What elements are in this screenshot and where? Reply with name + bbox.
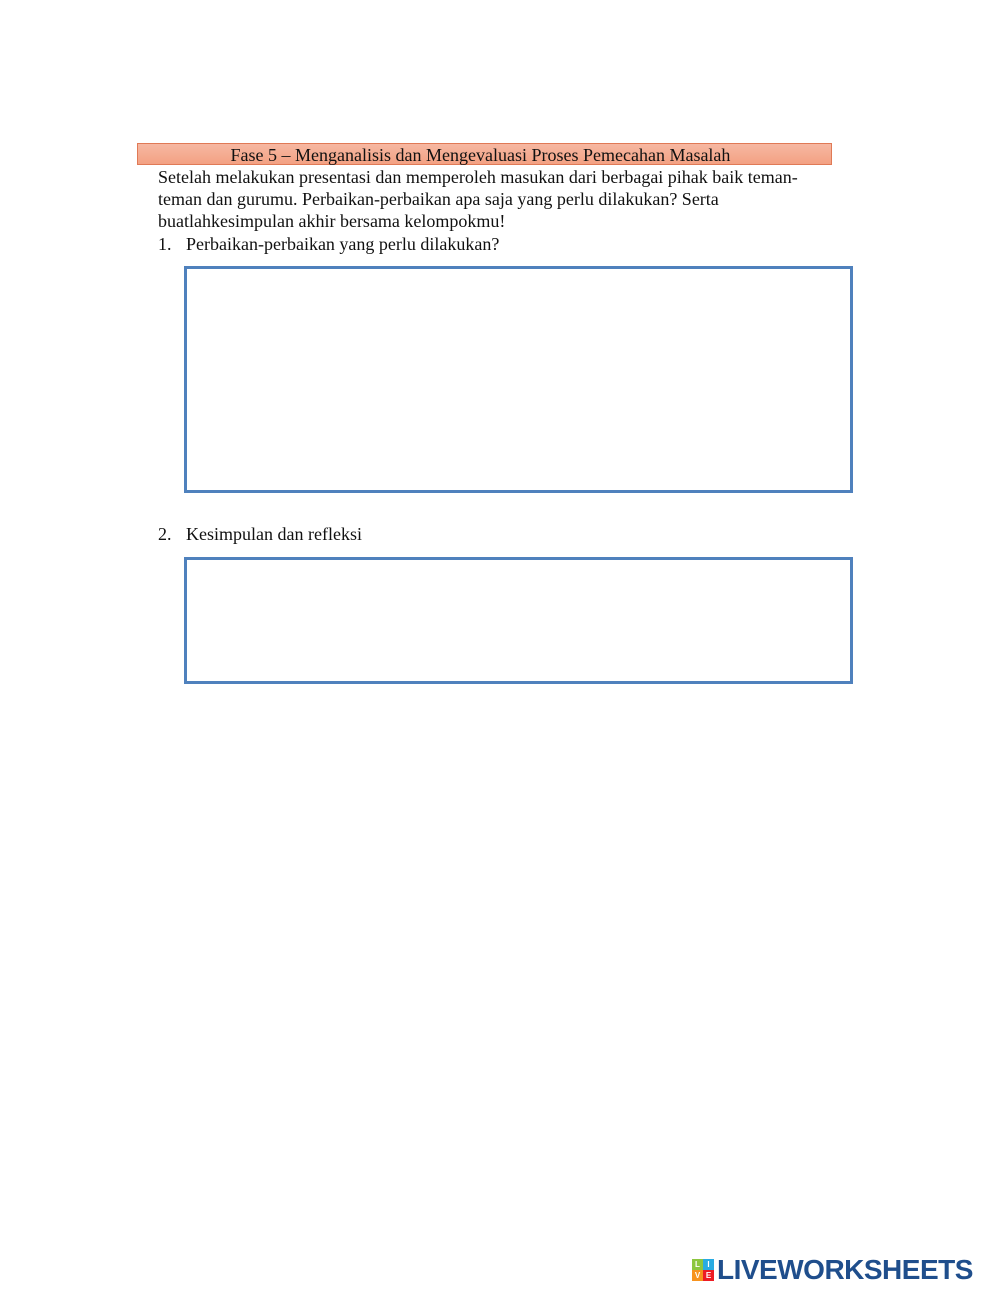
logo-icon: [692, 1259, 714, 1281]
question-2-text: Kesimpulan dan refleksi: [186, 524, 362, 544]
instructions-line-3: buatlahkesimpulan akhir bersama kelompokmu!: [158, 211, 506, 231]
question-1-number: 1.: [158, 234, 172, 254]
question-1-text: Perbaikan-perbaikan yang perlu dilakukan?: [186, 234, 500, 254]
answer-box-2[interactable]: [184, 557, 853, 684]
instructions-line-1: Setelah melakukan presentasi dan memperoleh masukan dari berbagai pihak baik teman-: [158, 167, 798, 187]
logo-tile-v: V: [692, 1270, 703, 1281]
question-1: [158, 233, 499, 255]
instructions-line-2: teman dan gurumu. Perbaikan-perbaikan apa saja yang perlu dilakukan? Serta: [158, 189, 719, 209]
logo-tile-i: I: [703, 1259, 714, 1270]
answer-box-1[interactable]: [184, 266, 853, 493]
logo-tile-l: L: [692, 1259, 703, 1270]
section-title-banner: [137, 143, 832, 165]
section-title: Fase 5 – Menganalisis dan Mengevaluasi Proses Pemecahan Masalah: [230, 145, 731, 165]
liveworksheets-logo: [692, 1255, 973, 1285]
logo-text: LIVEWORKSHEETS: [717, 1254, 973, 1285]
instructions: [158, 166, 858, 232]
question-2: [158, 523, 362, 545]
question-2-number: 2.: [158, 524, 172, 544]
logo-tile-e: E: [703, 1270, 714, 1281]
